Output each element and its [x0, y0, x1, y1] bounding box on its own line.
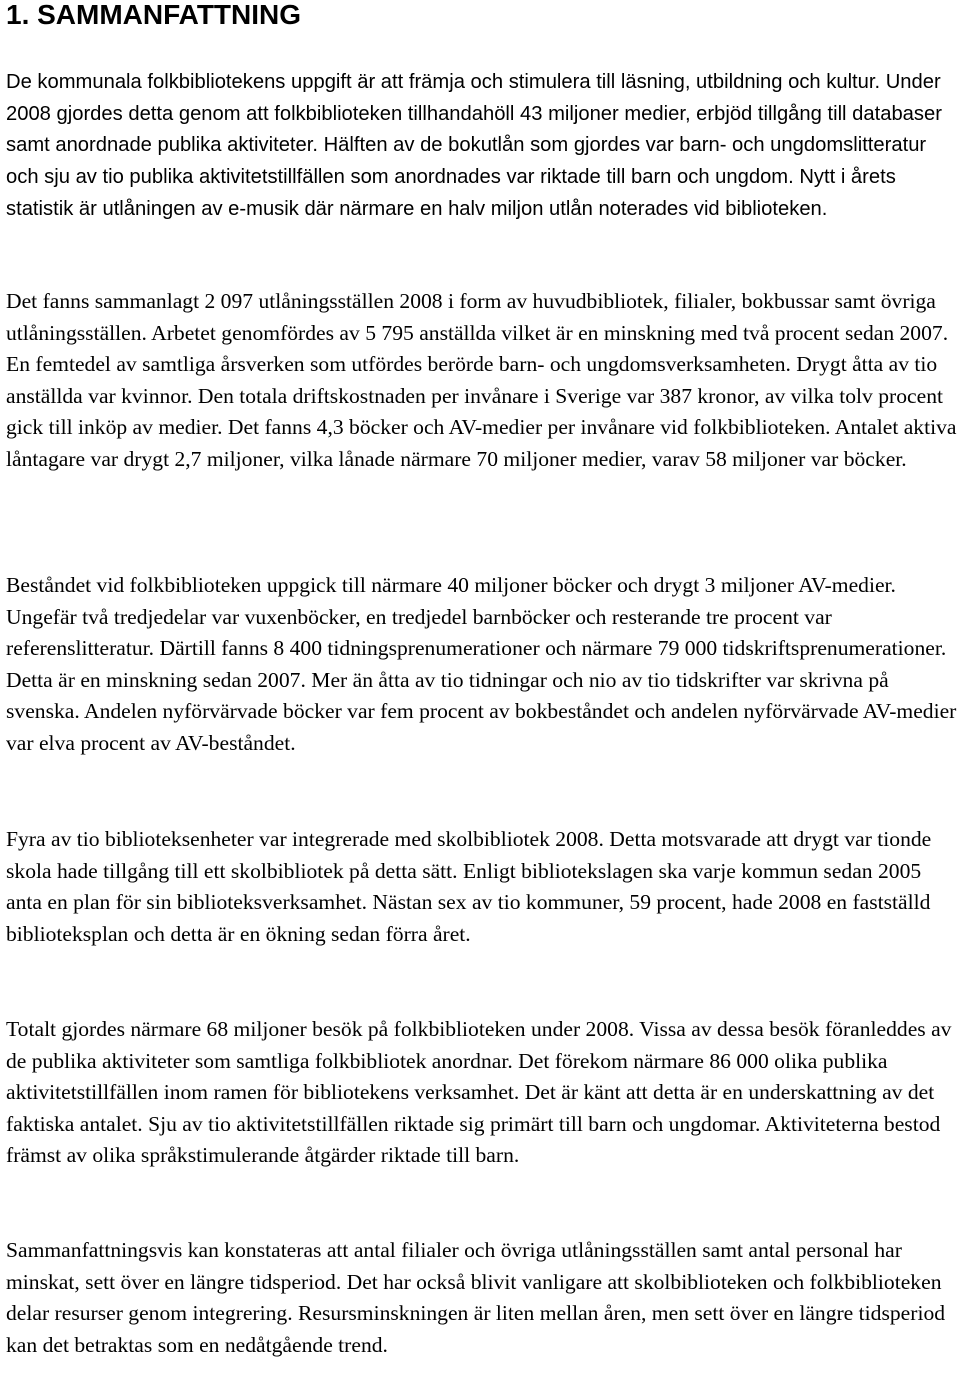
summary-paragraph-6: Sammanfattningsvis kan konstateras att antal filialer och övriga utlåningsställen samt antal personal har minskat, sett över en längre tidsperiod. Det har också blivit vanligare att skolbiblioteken och folkbiblioteken delar resurser genom integrering. Resursminskningen är liten mellan åren, men sett över en längre tidsperiod kan det betraktas som en nedåtgående trend. — [6, 1238, 946, 1357]
section-heading: 1. SAMMANFATTNING — [6, 0, 302, 30]
summary-paragraph-3: Beståndet vid folkbiblioteken uppgick till närmare 40 miljoner böcker och drygt 3 miljoner AV-medier. Ungefär två tredjedelar var vuxenböcker, en tredjedel barnböcker och resterande tre procent var referenslitteratur. Därtill fanns 8 400 tidningsprenumerationer och närmare 79 000 tidskriftsprenumerationer. Detta är en minskning sedan 2007. Mer än åtta av tio tidningar och nio av tio tidskrifter var skrivna på svenska. Andelen nyförvärvade böcker var fem procent av bokbeståndet och andelen nyförvärvade AV-medier var elva procent av AV-beståndet. — [6, 573, 957, 755]
summary-paragraph-4: Fyra av tio biblioteksenheter var integrerade med skolbibliotek 2008. Detta motsvarade att drygt var tionde skola hade tillgång till ett skolbibliotek på detta sätt. Enligt bibliotekslagen ska varje kommun sedan 2005 anta en plan för sin biblioteksverksamhet. Nästan sex av tio kommuner, 59 procent, hade 2008 en fastställd biblioteksplan och detta är en ökning sedan förra året. — [6, 827, 932, 946]
summary-paragraph-2: Det fanns sammanlagt 2 097 utlåningsställen 2008 i form av huvudbibliotek, filialer, bokbussar samt övriga utlåningsställen. Arbetet genomfördes av 5 795 anställda vilket är en minskning med två procent sedan 2007. En femtedel av samtliga årsverken som utfördes berörde barn- och ungdomsverksamheten. Drygt åtta av tio anställda var kvinnor. Den totala driftskostnaden per invånare i Sverige var 387 kronor, av vilka tolv procent gick till inköp av medier. Det fanns 4,3 böcker och AV-medier per invånare vid folkbiblioteken. Antalet aktiva låntagare var drygt 2,7 miljoner, vilka lånade närmare 70 miljoner medier, varav 58 miljoner var böcker. — [6, 289, 957, 471]
summary-paragraph-5: Totalt gjordes närmare 68 miljoner besök på folkbiblioteken under 2008. Vissa av dessa besök föranleddes av de publika aktiviteter som samtliga folkbibliotek anordnar. Det förekom närmare 86 000 olika publika aktivitetstillfällen inom ramen för bibliotekens verksamhet. Det är känt att detta är en underskattning av det faktiska antalet. Sju av tio aktivitetstillfällen riktade sig primärt till barn och ungdomar. Aktiviteterna bestod främst av olika språkstimulerande åtgärder riktade till barn. — [6, 1017, 952, 1168]
summary-paragraph-1: De kommunala folkbibliotekens uppgift är att främja och stimulera till läsning, utbildning och kultur. Under 2008 gjordes detta genom att folkbiblioteken tillhandahöll 43 miljoner medier, erbjöd tillgång till databaser samt anordnade publika aktiviteter. Hälften av de bokutlån som gjordes var barn- och ungdomslitteratur och sju av tio publika aktivitetstillfällen som anordnades var riktade till barn och ungdom. Nytt i årets statistik är utlåningen av e-musik där närmare en halv miljon utlån noterades vid biblioteken. — [6, 71, 942, 220]
